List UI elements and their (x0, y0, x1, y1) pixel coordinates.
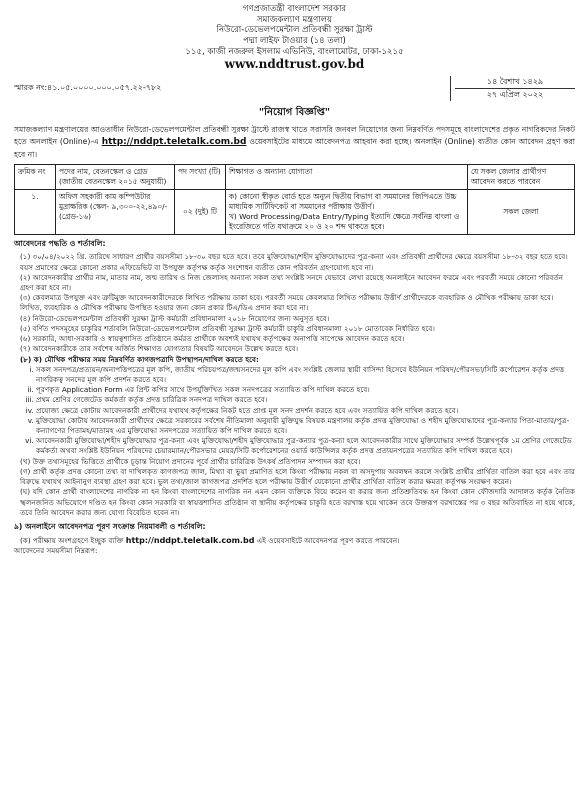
address: ১১৫, কাজী নজরুল ইসলাম এভিনিউ, বাংলামোটর, ঢাকা-১২১৫ (185, 46, 404, 57)
list-item: (৪) নিউরো-ডেভেলপমেন্টাল প্রতিবন্ধী সুরক্ষা ট্রাস্ট কর্মচারী প্রবিধানমালা ২০১৮ নিয়োগের জন্য অনুসৃত হবে। (20, 313, 330, 323)
govt-name: গণপ্রজাতন্ত্রী বাংলাদেশ সরকার (242, 4, 347, 14)
cell-count: ০২ (দুই) টি (175, 190, 226, 235)
section-heading-online: ৯) অনলাইনে আবেদনপত্র পূরণ সংক্রান্ত নিয়মাবলী ও শর্তাবলি: (14, 522, 206, 531)
intro-text-1: সমাজকল্যাণ মন্ত্রণালয়ের আওতাধীন নিউরো-ডেভেলপমেন্টাল প্রতিবন্ধী সুরক্ষা ট্রাস্টে রাজস্ব খাতে সরাসরি জনবল নিয়োগের জন্য নিম্নবর্ণিত পদসমূহে বাংলাদেশের প্রকৃত নাগরিকদের নিকট হতে অনলাইন (Online)-এ (14, 125, 575, 146)
table-header-row (15, 165, 575, 190)
list-item: (১) ৩০/০৪/২০২২ খ্রি. তারিখে সাধারণ প্রার্থীর বয়সসীমা ১৮-৩০ বছর হতে হবে। তবে মুক্তিযোদ্ধা/শহীদ মুক্তিযোদ্ধাদের পুত্র-কন্যা এবং প্রতিবন্ধী প্রার্থীদের ক্ষেত্রে বয়সসীমা ১৮-৩২ বছর হতে হবে। বয়স প্রমাণের ক্ষেত্রে কোনো প্রকার এফিডেভিট বা উপযুক্ত কর্তৃপক্ষ কর্তৃক সংশোধন ব্যতীত কোন পরিবর্তন গ্রহণযোগ্য হবে না। (20, 252, 568, 272)
documents-list (14, 365, 575, 457)
qualification-b: খ) Word Processing/Data Entry/Typing ইত্যাদি ক্ষেত্রে সর্বনিম্ন বাংলা ও ইংরেজিতে গতি যথাক্রমে ২০ ও ২০ শব্দ থাকতে হবে। (229, 212, 460, 232)
trust-name: নিউরো-ডেভেলপমেন্টাল প্রতিবন্ধী সুরক্ষা ট্রাস্ট (216, 25, 373, 36)
extra-clause-ga: (গ) প্রার্থী কর্তৃক প্রদত্ত কোনো তথ্য বা দাখিলকৃত কাগজপত্র জাল, মিথ্যা বা ভুয়া প্রমাণিত হলে কিংবা পরীক্ষায় নকল বা অসদুপায় অবলম্বন করলে সংশ্লিষ্ট প্রার্থীর প্রার্থিতা বাতিল করা হবে এবং তার বিরুদ্ধে যথাযথ আইনানুগ ব্যবস্থা গ্রহণ করা হবে। ভুল তথ্য/জাল কাগজপত্র প্রদর্শিত হলে পরীক্ষায় উত্তীর্ণ যেকোনো প্রার্থীর প্রার্থিতা বাতিল করার ক্ষমতা কর্তৃপক্ষ সংরক্ষণ করেন। (20, 466, 575, 487)
teletalk-link-2[interactable]: http://nddpt.teletalk.com.bd (125, 536, 255, 545)
list-item: v. মুক্তিযোদ্ধা কোটায় আবেদনকারী প্রার্থীদের ক্ষেত্রে সরকারের সর্বশেষ নীতিমালা অনুযায়ী মুক্তিযুদ্ধ বিষয়ক মন্ত্রণালয় কর্তৃক প্রদত্ত মুক্তিযোদ্ধা ও শহীদ মুক্তিযোদ্ধাদের পুত্র-কন্যার পিতা-মাতার/পুত্র-কন্যাগণের পিতামহ/মাতামহ এর মুক্তিযোদ্ধা সনদপত্রের সত্যায়িত কপি দাখিল করতে হবে। (36, 416, 575, 436)
intro-text-2: ওয়েবসাইটের মাধ্যমে আবেদনপত্র আহবান করা হচ্ছে। অনলাইন (Online) ব্যতীত কোন আবেদন গ্রহণ করা হবে না। (14, 136, 575, 160)
building-name: পদ্মা লাইফ টাওয়ার (১৪ তলা) (243, 35, 346, 46)
extra-clause-kha: (খ) উক্ত তথ্যসমূহের ভিত্তিতে প্রার্থীকে চূড়ান্ত নিয়োগ প্রদানের পূর্বে প্রার্থীর চারিত্রিক উৎকর্ষ প্রতিপাদন সম্পাদন করা হবে। (20, 456, 361, 466)
letterhead (14, 4, 575, 72)
cell-serial: ১. (15, 190, 56, 235)
col-post: পদের নাম, বেতনস্কেল ও গ্রেড (জাতীয় বেতনস্কেল ২০১৫ অনুযায়ী) (56, 165, 175, 190)
deadline-heading: আবেদনের সময়সীমা নিম্নরূপ: (14, 546, 98, 556)
extra-clause-gha: (ঘ) যদি কোন প্রার্থী বাংলাদেশের নাগরিক না হন কিংবা বাংলাদেশের নাগরিক নন এমন কোন ব্যক্তিকে বিয়ে করেন বা করার জন্য প্রতিশ্রুতিবদ্ধ হন কিংবা কোন ফৌজদারি আদালত কর্তৃক নৈতিক স্খলনজনিত অভিযোগে দণ্ডিত হন কিংবা কোন সরকারি বা স্বায়ত্তশাসিত প্রতিষ্ঠান বা স্থানীয় কর্তৃপক্ষের চাকুরি হতে বরখাস্ত হয়ে থাকেন তবে উক্তরূপ বরখাস্তের পর ৩ বছর অতিবাহিত না হয়ে থাকে, তবে তিনি আবেদন করার জন্য যোগ্য বিবেচিত হবেন না। (20, 487, 575, 517)
list-item: (৩) কেবলমাত্র উপযুক্ত এবং ত্রুটিমুক্ত আবেদনকারীদেরকে লিখিত পরীক্ষায় ডাকা হবে। পরবর্তী সময়ে কেবলমাত্র লিখিত পরীক্ষায় উত্তীর্ণ প্রার্থীদেরকে ব্যবহারিক ও মৌখিক পরীক্ষায় ডাকা হবে। লিখিত, ব্যবহারিক ও মৌখিক পরীক্ষায় উপস্থিত হওয়ার জন্য কোন প্রকার টিএ/ডিএ প্রদান করা হবে না। (20, 293, 554, 313)
online-text-2: এই ওয়েবসাইটে আবেদনপত্র পূরণ করতে পারবেন। (256, 536, 400, 545)
teletalk-link[interactable]: http://nddpt.teletalk.com.bd (101, 136, 247, 147)
list-item: (৮) ক) মৌখিক পরীক্ষার সময় নিম্নবর্ণিত কাগজপত্রাদি উপস্থাপন/দাখিল করতে হবে: (20, 354, 259, 364)
col-qualification: শিক্ষাগত ও অন্যান্য যোগ্যতা (226, 165, 468, 190)
online-text-1: (ক) পরীক্ষায় অংশগ্রহণে ইচ্ছুক ব্যক্তি (20, 536, 124, 545)
col-district: যে সকল জেলার প্রার্থীগণ আবেদন করতে পারবেন (468, 165, 575, 190)
col-serial: ক্রমিক নং (15, 165, 56, 190)
list-item: (২) আবেদনকারীর প্রার্থীর নাম, মাতার নাম, জন্ম তারিখ ও নিজ জেলাসহ অন্যান্য সকল তথ্য সংশ্লিষ্ট সনদে যেভাবে লেখা রয়েছে অনলাইনে আবেদন ফরমে এবং পরবর্তী সময়ে কোনো পরিবর্তন গ্রহণ করা হবে না। (20, 272, 564, 292)
cell-qualification (226, 190, 468, 235)
reference-row (14, 76, 575, 101)
ministry-name: সমাজকল্যাণ মন্ত্রণালয় (256, 14, 333, 25)
list-item: iv. প্রযোজ্য ক্ষেত্রে কোটায় আবেদনকারী প্রার্থীদের যথাযথ কর্তৃপক্ষের নিকট হতে প্রাপ্ত মূল সনদ প্রদর্শন করতে হবে এবং সত্যায়িত কপি দাখিল করতে হবে। (36, 406, 575, 416)
list-item: ii. পূরণকৃত Application Form এর প্রিন্ট কপির সাথে উপর্যুক্তিখিত সকল সনদপত্রের সত্যায়িত কপি দাখিল করতে হবে। (36, 385, 575, 395)
list-item: (৭) আবেদনকারীকে তার সর্বশেষ অর্জিত শিক্ষাগত যোগ্যতার বিষয়টি আবেদনে উল্লেখ করতে হবে। (20, 344, 299, 354)
col-count: পদ সংখ্যা (টি) (175, 165, 226, 190)
website: www.nddtrust.gov.bd (224, 57, 365, 72)
memo-number: স্মারক নং:৪১.০৫.০০০০.০০০.০৫৭.২২-৭৮২ (14, 83, 162, 93)
conditions-list (14, 252, 575, 364)
intro-paragraph (14, 124, 575, 160)
qualification-a: ক) কোনো স্বীকৃত বোর্ড হতে অন্যুন দ্বিতীয় বিভাগ বা সমমানের জিপিএতে উচ্চ মাধ্যমিক সার্টিফিকেট বা সমমানের পরীক্ষায় উত্তীর্ণ। (229, 192, 457, 212)
table-row (15, 190, 575, 235)
list-item: iii. প্রথম শ্রেণির গেজেটেড কর্মকর্তা কর্তৃক প্রদত্ত চারিত্রিক সনদপত্র দাখিল করতে হবে। (36, 395, 575, 405)
section-heading-conditions: আবেদনের পদ্ধতি ও শর্তাবলি: (14, 239, 106, 249)
list-item: (৫) বর্ণিত পদসমূহের চাকুরির শর্তাবলি নিউরো-ডেভেলপমেন্টাল প্রতিবন্ধী সুরক্ষা ট্রাস্ট কর্মচারী চাকুরি প্রবিধানমালা ২০১৮ মোতাবেক নির্ধারিত হবে। (20, 323, 435, 333)
date-english: ২৭ এপ্রিল ২০২২ (486, 90, 544, 100)
list-item: i. সকল সনদপত্র/প্রত্যয়ন/অনাপত্তিপত্রের মূল কপি, জাতীয় পরিচয়পত্র/জন্মসনদের মূল কপি এবং সংশ্লিষ্ট জেলার স্থায়ী বাসিন্দা হিসেবে ইউনিয়ন পরিষদ/পৌরসভা/সিটি কর্পোরেশন কর্তৃক প্রদত্ত নাগরিকত্ব সনদের মূল কপি প্রদর্শন করতে হবে। (36, 365, 575, 385)
cell-district: সকল জেলা (468, 190, 575, 235)
list-item: vi. আবেদনকারী মুক্তিযোদ্ধা/শহীদ মুক্তিযোদ্ধার পুত্র-কন্যা এবং মুক্তিযোদ্ধা/শহীদ মুক্তিযোদ্ধার পুত্র-কন্যার পুত্র-কন্যা হলে আবেদনকারীর সাথে মুক্তিযোদ্ধার সম্পর্ক উল্লেখপূর্বক ১ম শ্রেণির গেজেটেড কর্মকর্তা অথবা সংশ্লিষ্ট ইউনিয়ন পরিষদের চেয়ারম্যান/পৌরসভার মেয়র/সিটি কর্পোরেশনের ওয়ার্ড কাউন্সিলর কর্তৃক প্রদত্ত প্রত্যয়নপত্রের সত্যায়িত কপি দাখিল করতে হবে। (36, 436, 575, 456)
date-block (450, 76, 575, 101)
online-clause (14, 535, 575, 546)
cell-post: অফিস সহকারী কাম কম্পিউটার মুদ্রাক্ষরিক (স্কেল- ৯,৩০০-২২,৪৯০/- (গ্রেড-১৬) (56, 190, 175, 235)
list-item: (৬) সরকারি, আধা-সরকারি ও স্বায়ত্বশাসিত প্রতিষ্ঠানে কর্মরত প্রার্থীকে অবশ্যই যথাযথ কর্তৃপক্ষের অনাপত্তি সাপেক্ষে আবেদন করতে হবে। (20, 334, 405, 344)
notice-title: "নিয়োগ বিজ্ঞপ্তি" (258, 107, 331, 119)
post-table (14, 164, 575, 235)
date-bangla: ১৪ বৈশাখ ১৪২৯ (455, 76, 575, 89)
